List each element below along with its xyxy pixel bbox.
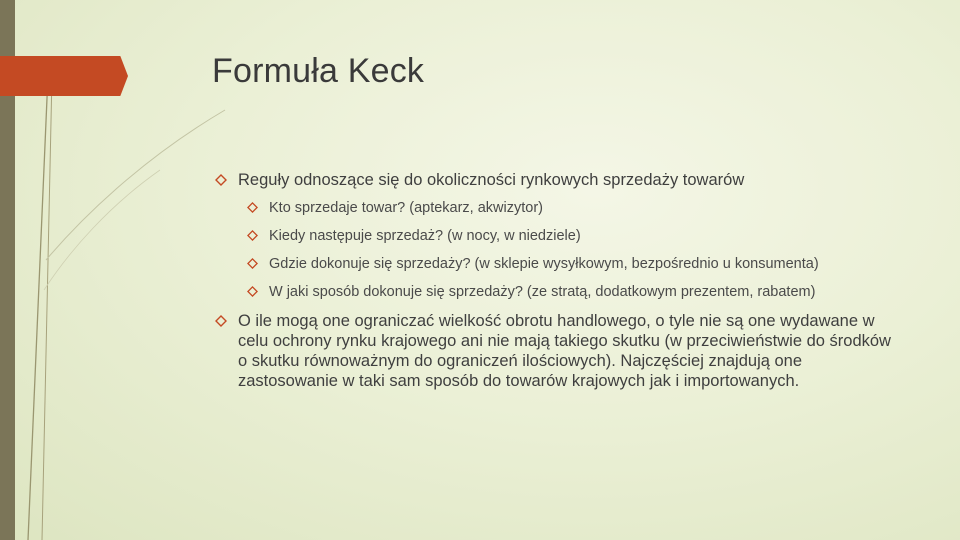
diamond-bullet-icon: [247, 258, 258, 269]
sub-bullet-text: Kto sprzedaje towar? (aptekarz, akwizytor): [269, 200, 543, 216]
sub-bullet-item: [215, 199, 895, 217]
sub-bullet-text: W jaki sposób dokonuje się sprzedaży? (ze stratą, dodatkowym prezentem, rabatem): [269, 284, 816, 300]
bullet-text: Reguły odnoszące się do okoliczności rynkowych sprzedaży towarów: [238, 171, 745, 189]
sub-bullet-item: [215, 255, 895, 273]
slide-title: Formuła Keck: [212, 52, 425, 90]
sub-bullet-text: Gdzie dokonuje się sprzedaży? (w sklepie wysyłkowym, bezpośrednio u konsumenta): [269, 256, 819, 272]
sub-bullet-item: [215, 283, 895, 301]
title-accent-tab: [0, 56, 128, 96]
sub-bullet-text: Kiedy następuje sprzedaż? (w nocy, w niedziele): [269, 228, 581, 244]
diamond-bullet-icon: [247, 286, 258, 297]
diamond-bullet-icon: [247, 230, 258, 241]
diamond-bullet-icon: [215, 174, 227, 186]
slide-content: [215, 170, 895, 400]
bullet-item: [215, 170, 895, 190]
bullet-text: O ile mogą one ograniczać wielkość obrotu handlowego, o tyle nie są one wydawane w celu ochrony rynku krajowego ani nie mają takiego skutku (w przeciwieństwie do środków o skutku równoważnym do ograniczeń ilościowych). Najczęściej znajdują one zastosowanie w taki sam sposób do towarów krajowych jak i importowanych.: [238, 312, 891, 390]
diamond-bullet-icon: [247, 202, 258, 213]
diamond-bullet-icon: [215, 315, 227, 327]
bullet-item: [215, 311, 895, 391]
sub-bullet-item: [215, 227, 895, 245]
